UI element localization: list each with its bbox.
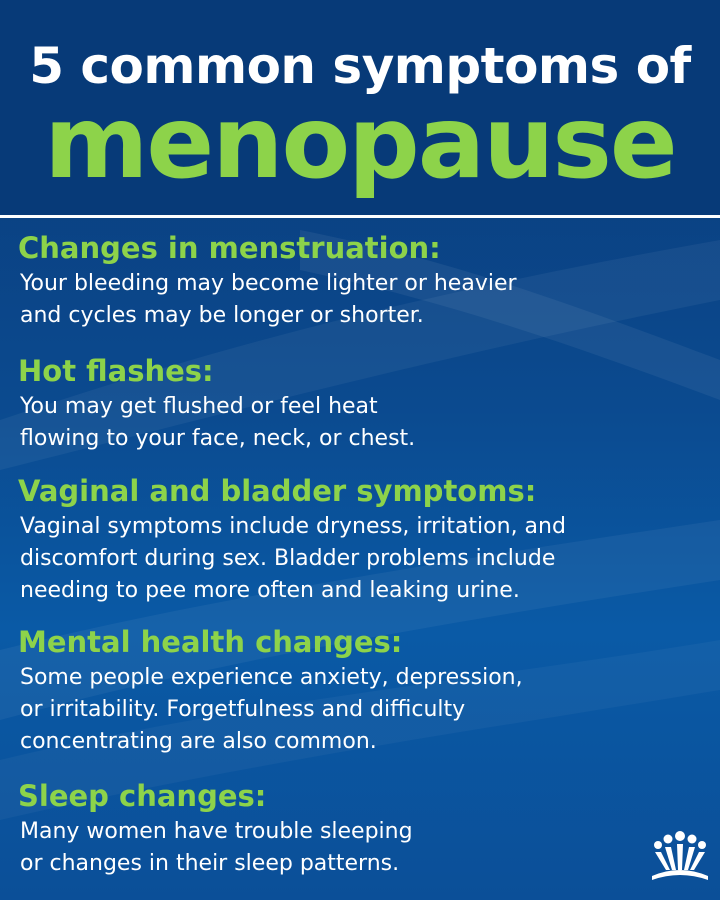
symptom-text: Vaginal symptoms include dryness, irritation, and discomfort during sex. Bladder problems include needing to pee more often and leaking urine. [20, 514, 566, 603]
symptom-text: Many women have trouble sleeping or changes in their sleep patterns. [20, 819, 413, 876]
symptom-heading: Hot flashes: [18, 354, 214, 388]
symptom-menstruation [18, 230, 698, 332]
header [0, 0, 720, 216]
symptom-heading: Changes in menstruation: [18, 231, 441, 265]
symptom-mental-health [18, 624, 698, 758]
title-line-1: 5 common symptoms of [29, 37, 691, 95]
symptom-text: Your bleeding may become lighter or heavier and cycles may be longer or shorter. [20, 271, 517, 328]
kaiser-permanente-logo-icon [650, 830, 710, 884]
symptom-vaginal-bladder [18, 473, 698, 607]
symptom-heading: Sleep changes: [18, 779, 267, 813]
symptom-text: Some people experience anxiety, depression, or irritability. Forgetfulness and difficulty concentrating are also common. [20, 665, 523, 754]
symptom-heading: Vaginal and bladder symptoms: [18, 474, 537, 508]
symptom-hot-flashes [18, 353, 698, 455]
header-divider [0, 215, 720, 218]
symptom-heading: Mental health changes: [18, 625, 403, 659]
title-line-2: menopause [44, 84, 676, 201]
symptom-text: You may get flushed or feel heat flowing to your face, neck, or chest. [20, 394, 416, 451]
symptom-sleep [18, 778, 698, 880]
